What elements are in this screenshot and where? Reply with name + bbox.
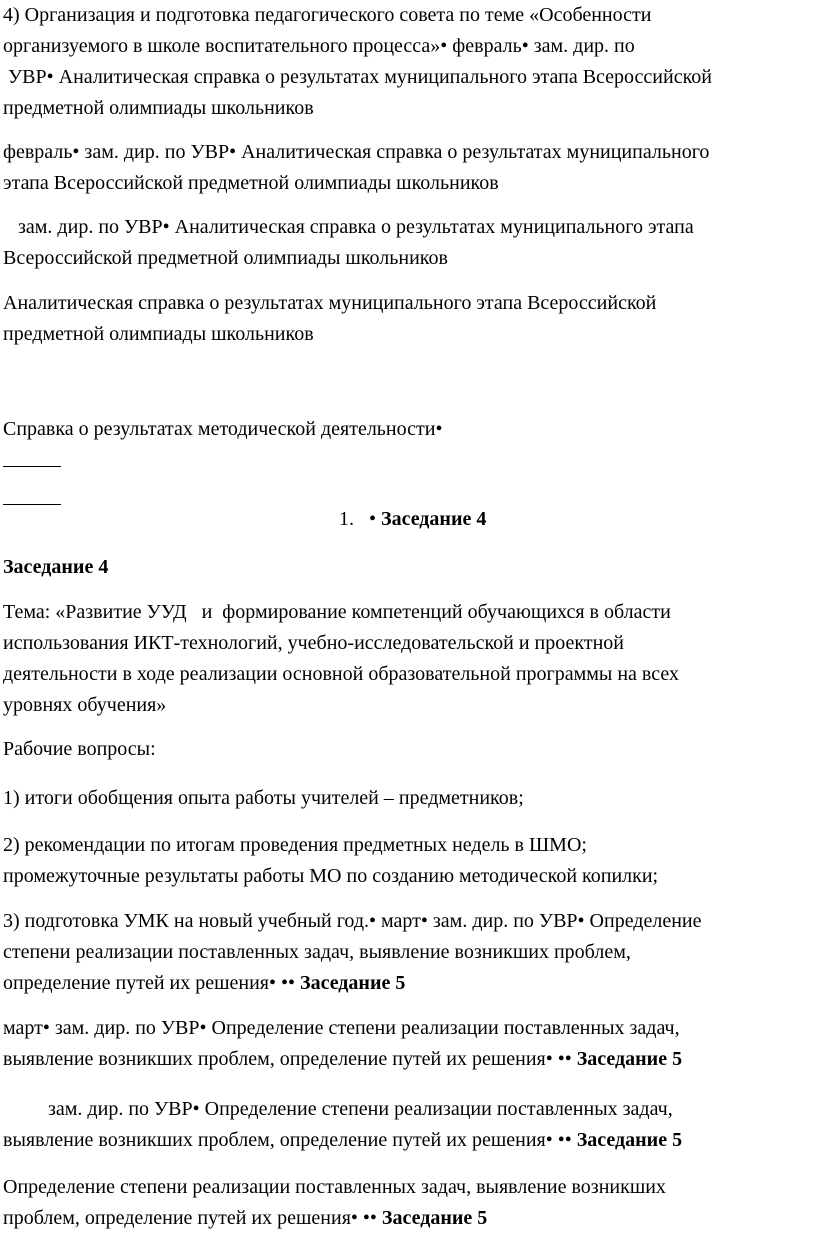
text-line bbox=[3, 968, 702, 999]
text-span: выявление возникших проблем, определение путей их решения• •• bbox=[3, 1129, 577, 1151]
text-span: определение путей их решения• •• bbox=[3, 972, 301, 994]
text-line: Рабочие вопросы: bbox=[3, 738, 156, 760]
text-line: УВР• Аналитическая справка о результатах муниципального этапа Всероссийской bbox=[3, 66, 712, 88]
rule-line bbox=[3, 466, 61, 467]
blank-rule bbox=[3, 484, 61, 514]
text-line: промежуточные результаты работы МО по созданию методической копилки; bbox=[3, 865, 659, 887]
paragraph-methodical bbox=[3, 414, 442, 445]
text-line bbox=[3, 1125, 682, 1156]
question-2 bbox=[3, 830, 658, 892]
paragraph-definition bbox=[3, 1172, 666, 1234]
text-line: использования ИКТ-технологий, учебно-исследовательской и проектной bbox=[3, 632, 624, 654]
paragraph-february bbox=[3, 137, 709, 199]
paragraph-march bbox=[3, 1013, 682, 1075]
text-span: проблем, определение путей их решения• •• bbox=[3, 1207, 382, 1229]
text-line: степени реализации поставленных задач, выявление возникших проблем, bbox=[3, 941, 631, 963]
text-line: предметной олимпиады школьников bbox=[3, 97, 314, 119]
text-line bbox=[3, 1044, 682, 1075]
text-line: предметной олимпиады школьников bbox=[3, 323, 314, 345]
text-line: Справка о результатах методической деятельности• bbox=[3, 418, 443, 440]
rule-line bbox=[3, 504, 61, 505]
meeting-5-label: Заседание 5 bbox=[300, 972, 406, 994]
meeting-heading bbox=[3, 552, 108, 583]
paragraph-analytic bbox=[3, 288, 656, 350]
text-line: март• зам. дир. по УВР• Определение степени реализации поставленных задач, bbox=[3, 1017, 680, 1039]
text-line: зам. дир. по УВР• Аналитическая справка о результатах муниципального этапа bbox=[3, 216, 694, 238]
paragraph-pedsovet bbox=[3, 0, 712, 124]
text-line: Тема: «Развитие УУД и формирование компетенций обучающихся в области bbox=[3, 601, 671, 623]
text-line: 1) итоги обобщения опыта работы учителей – предметников; bbox=[3, 787, 524, 809]
paragraph-deputy-2 bbox=[3, 1094, 682, 1156]
meeting-5-label: Заседание 5 bbox=[381, 1207, 488, 1229]
heading-text: Заседание 4 bbox=[3, 556, 109, 578]
text-line: 4) Организация и подготовка педагогического совета по теме «Особенности bbox=[3, 4, 652, 26]
text-line bbox=[3, 1203, 666, 1234]
list-item-title: Заседание 4 bbox=[381, 508, 487, 530]
bullet-icon: • bbox=[369, 508, 377, 530]
question-3 bbox=[3, 906, 702, 999]
text-line: Определение степени реализации поставленных задач, выявление возникших bbox=[3, 1176, 666, 1198]
text-line: февраль• зам. дир. по УВР• Аналитическая справка о результатах муниципального bbox=[3, 141, 710, 163]
paragraph-deputy bbox=[3, 212, 694, 274]
blank-rule bbox=[3, 446, 61, 476]
list-number: 1. bbox=[339, 508, 354, 530]
numbered-list-item bbox=[339, 504, 486, 535]
text-line: 3) подготовка УМК на новый учебный год.• март• зам. дир. по УВР• Определение bbox=[3, 910, 702, 932]
text-line: деятельности в ходе реализации основной образовательной программы на всех bbox=[3, 663, 679, 685]
text-line: Всероссийской предметной олимпиады школьников bbox=[3, 247, 448, 269]
questions-label bbox=[3, 734, 156, 765]
text-span: выявление возникших проблем, определение путей их решения• •• bbox=[3, 1048, 577, 1070]
text-line: этапа Всероссийской предметной олимпиады школьников bbox=[3, 172, 499, 194]
text-line: Аналитическая справка о результатах муниципального этапа Всероссийской bbox=[3, 292, 657, 314]
text-line: зам. дир. по УВР• Определение степени реализации поставленных задач, bbox=[3, 1098, 673, 1120]
text-line: 2) рекомендации по итогам проведения предметных недель в ШМО; bbox=[3, 834, 587, 856]
question-1 bbox=[3, 783, 524, 814]
meeting-5-label: Заседание 5 bbox=[576, 1048, 683, 1070]
meeting-5-label: Заседание 5 bbox=[576, 1129, 683, 1151]
text-line: организуемого в школе воспитательного процесса»• февраль• зам. дир. по bbox=[3, 35, 635, 57]
paragraph-tema bbox=[3, 597, 679, 721]
text-line: уровнях обучения» bbox=[3, 694, 167, 716]
